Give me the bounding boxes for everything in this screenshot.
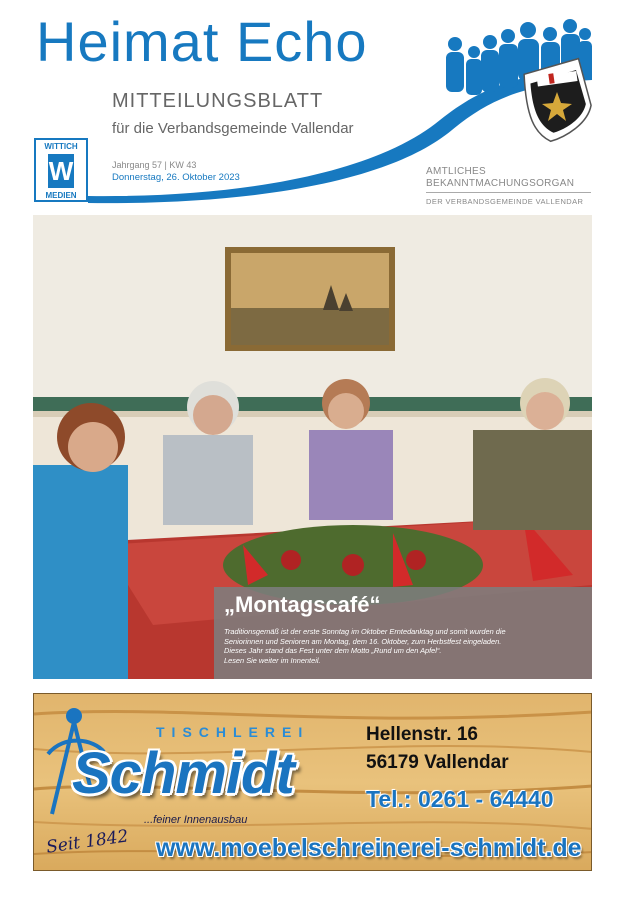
teaser-line: Traditionsgemäß ist der erste Sonntag im Oktober Erntedanktag und somit wurden die [224,627,506,636]
ad-header: TISCHLEREI [156,724,310,740]
newspaper-title: Heimat Echo [36,10,368,73]
publisher-name-top: WITTICH [44,142,78,151]
publisher-name-bottom: MEDIEN [45,191,77,200]
teaser-line: Dieses Jahr stand das Fest unter dem Motto „Rund um den Apfel“. [224,646,442,656]
official-label-line1: AMTLICHES [426,166,486,177]
newspaper-subtitle: MITTEILUNGSBLATT [112,90,324,112]
ad-city: 56179 Vallendar [366,752,509,773]
publisher-logo [34,138,88,202]
teaser-line: Seniorinnen und Senioren am Montag, dem 16. Oktober, zum Herbstfest eingeladen. [224,636,502,646]
issue-number: Jahrgang 57 | KW 43 [112,160,197,170]
advertisement-banner [33,693,592,871]
newspaper-subtitle-municipality: für die Verbandsgemeinde Vallendar [112,120,354,137]
divider [426,192,591,193]
teaser-line: Lesen Sie weiter im Innenteil. [224,655,321,665]
ad-street: Hellenstr. 16 [366,724,478,745]
official-label-line2: BEKANNTMACHUNGSORGAN [426,178,575,189]
cover-story-headline: „Montagscafé“ [224,592,381,617]
ad-website[interactable]: www.moebelschreinerei-schmidt.de [156,834,582,862]
ad-brand-name: Schmidt [72,741,294,806]
official-label-line3: DER VERBANDSGEMEINDE VALLENDAR [426,197,584,206]
issue-date: Donnerstag, 26. Oktober 2023 [112,172,240,183]
ad-tagline: ...feiner Innenausbau [144,814,248,826]
ad-phone: Tel.: 0261 - 64440 [366,786,554,812]
publisher-logo-letter: W [48,156,74,186]
ad-since: Seit 1842 [45,826,130,858]
cover-story-teaser [224,627,586,665]
